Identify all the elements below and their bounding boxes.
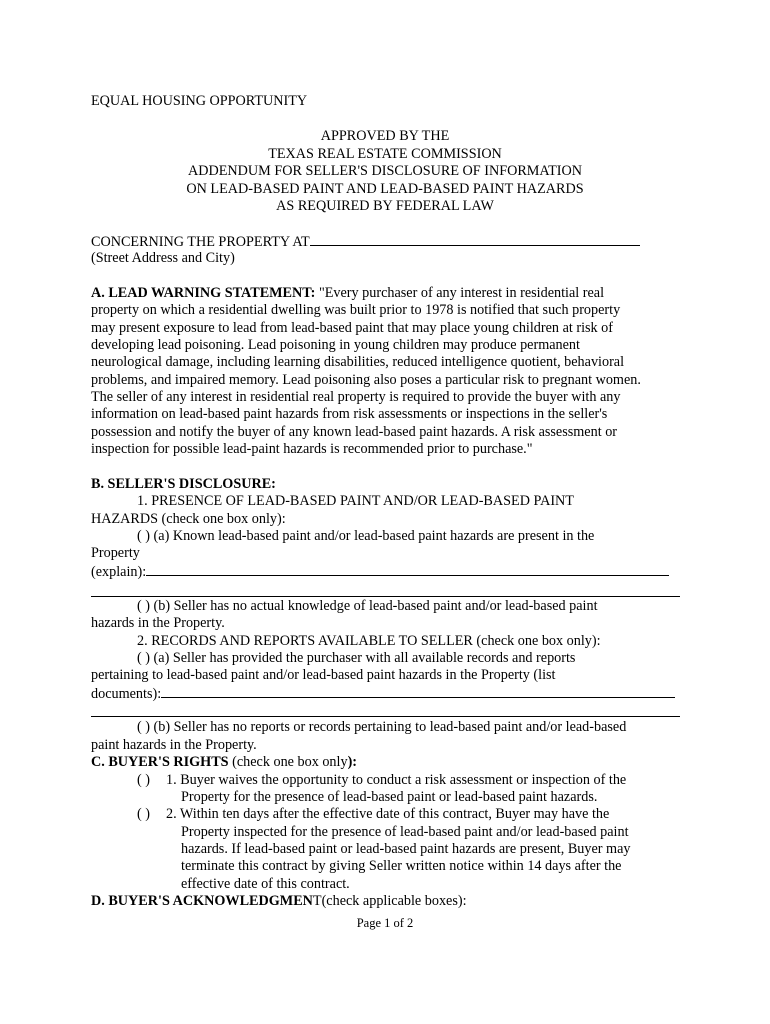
section-b-item2a-checkbox-line[interactable]: ( ) (a) Seller has provided the purchaser with all available records and reports xyxy=(137,650,576,666)
section-a-line-2: property on which a residential dwelling was built prior to 1978 is notified that such property xyxy=(91,302,621,318)
section-d-heading-suffix: T(check applicable boxes): xyxy=(312,893,467,909)
buyer-rights-opt2-line2: Property inspected for the presence of lead-based paint and/or lead-based paint xyxy=(181,824,629,840)
section-b-item2b-checkbox-line[interactable]: ( ) (b) Seller has no reports or records pertaining to lead-based paint and/or lead-based xyxy=(137,719,627,735)
equal-housing-label: EQUAL HOUSING OPPORTUNITY xyxy=(91,93,308,109)
explain-blank-rule[interactable] xyxy=(91,596,680,597)
buyer-rights-opt2-checkbox[interactable]: ( ) xyxy=(137,806,150,822)
explain-label: (explain): xyxy=(91,564,147,580)
section-a-line-7: The seller of any interest in residential real property is required to provide the buyer with any xyxy=(91,389,621,405)
title-line-2: TEXAS REAL ESTATE COMMISSION xyxy=(268,146,502,162)
section-a-line-9: possession and notify the buyer of any known lead-based paint hazards. A risk assessment or xyxy=(91,424,618,440)
documents-blank-rule[interactable] xyxy=(91,716,680,717)
section-c-heading-end: ): xyxy=(347,754,358,770)
buyer-rights-opt2-line1: 2. Within ten days after the effective date of this contract, Buyer may have the xyxy=(166,806,610,822)
documents-blank[interactable] xyxy=(161,685,675,698)
section-c-heading-suffix: (check one box only xyxy=(228,754,348,770)
section-a-line-5: neurological damage, including learning disabilities, reduced intelligence quotient, behavioral xyxy=(91,354,625,370)
section-a-line-8: information on lead-based paint hazards from risk assessments or inspections in the seller's xyxy=(91,406,608,422)
buyer-rights-opt1-checkbox[interactable]: ( ) xyxy=(137,772,150,788)
buyer-rights-opt1-line2: Property for the presence of lead-based paint or lead-based paint hazards. xyxy=(181,789,598,805)
explain-blank[interactable] xyxy=(146,563,669,576)
section-b-heading: B. SELLER'S DISCLOSURE: xyxy=(91,476,276,492)
property-sublabel: (Street Address and City) xyxy=(91,250,235,266)
section-a-line-10: inspection for possible lead-paint hazards is recommended prior to purchase." xyxy=(91,441,533,457)
section-d-heading-line xyxy=(91,893,467,910)
section-a-heading: A. LEAD WARNING STATEMENT: xyxy=(91,285,316,301)
section-c-heading-line xyxy=(91,754,357,771)
section-b-item1a-checkbox-line[interactable]: ( ) (a) Known lead-based paint and/or lead-based paint hazards are present in the xyxy=(137,528,595,544)
title-line-4: ON LEAD-BASED PAINT AND LEAD-BASED PAINT HAZARDS xyxy=(186,181,584,197)
section-b-item1a-line2: Property xyxy=(91,545,140,561)
section-c-heading: C. BUYER'S RIGHTS xyxy=(91,754,229,770)
title-line-3: ADDENDUM FOR SELLER'S DISCLOSURE OF INFORMATION xyxy=(188,163,582,179)
section-a-line-6: problems, and impaired memory. Lead poisoning also poses a particular risk to pregnant women. xyxy=(91,372,641,388)
buyer-rights-opt2-line4: terminate this contract by giving Seller written notice within 14 days after the xyxy=(181,858,622,874)
section-a-line-1 xyxy=(91,285,604,302)
documents-label: documents): xyxy=(91,686,162,702)
section-b-item2-line1: 2. RECORDS AND REPORTS AVAILABLE TO SELLER (check one box only): xyxy=(137,633,601,649)
section-b-item2b-line2: paint hazards in the Property. xyxy=(91,737,257,753)
property-line xyxy=(91,233,640,251)
buyer-rights-opt2-line3: hazards. If lead-based paint or lead-based paint hazards are present, Buyer may xyxy=(181,841,631,857)
section-b-item1b-line2: hazards in the Property. xyxy=(91,615,225,631)
section-b-item2a-line2: pertaining to lead-based paint and/or lead-based paint hazards in the Property (list xyxy=(91,667,556,683)
section-d-heading: D. BUYER'S ACKNOWLEDGMEN xyxy=(91,893,313,909)
section-a-line-4: developing lead poisoning. Lead poisoning in young children may produce permanent xyxy=(91,337,580,353)
property-label: CONCERNING THE PROPERTY AT xyxy=(91,234,310,250)
section-b-item1-line1: 1. PRESENCE OF LEAD-BASED PAINT AND/OR LEAD-BASED PAINT xyxy=(137,493,574,509)
title-line-5: AS REQUIRED BY FEDERAL LAW xyxy=(276,198,494,214)
section-b-item1-line2: HAZARDS (check one box only): xyxy=(91,511,286,527)
section-a-line-3: may present exposure to lead from lead-based paint that may place young children at risk of xyxy=(91,320,614,336)
section-b-item2a-line3 xyxy=(91,685,675,703)
section-b-item1b-checkbox-line[interactable]: ( ) (b) Seller has no actual knowledge of lead-based paint and/or lead-based paint xyxy=(137,598,598,614)
section-a-text-1: "Every purchaser of any interest in residential real xyxy=(315,285,605,301)
page-number: Page 1 of 2 xyxy=(356,916,414,930)
property-address-blank[interactable] xyxy=(310,233,640,246)
title-line-1: APPROVED BY THE xyxy=(320,128,450,144)
buyer-rights-opt2-line5: effective date of this contract. xyxy=(181,876,350,892)
section-b-item1a-line3 xyxy=(91,563,669,581)
buyer-rights-opt1-line1: 1. Buyer waives the opportunity to conduct a risk assessment or inspection of the xyxy=(166,772,627,788)
